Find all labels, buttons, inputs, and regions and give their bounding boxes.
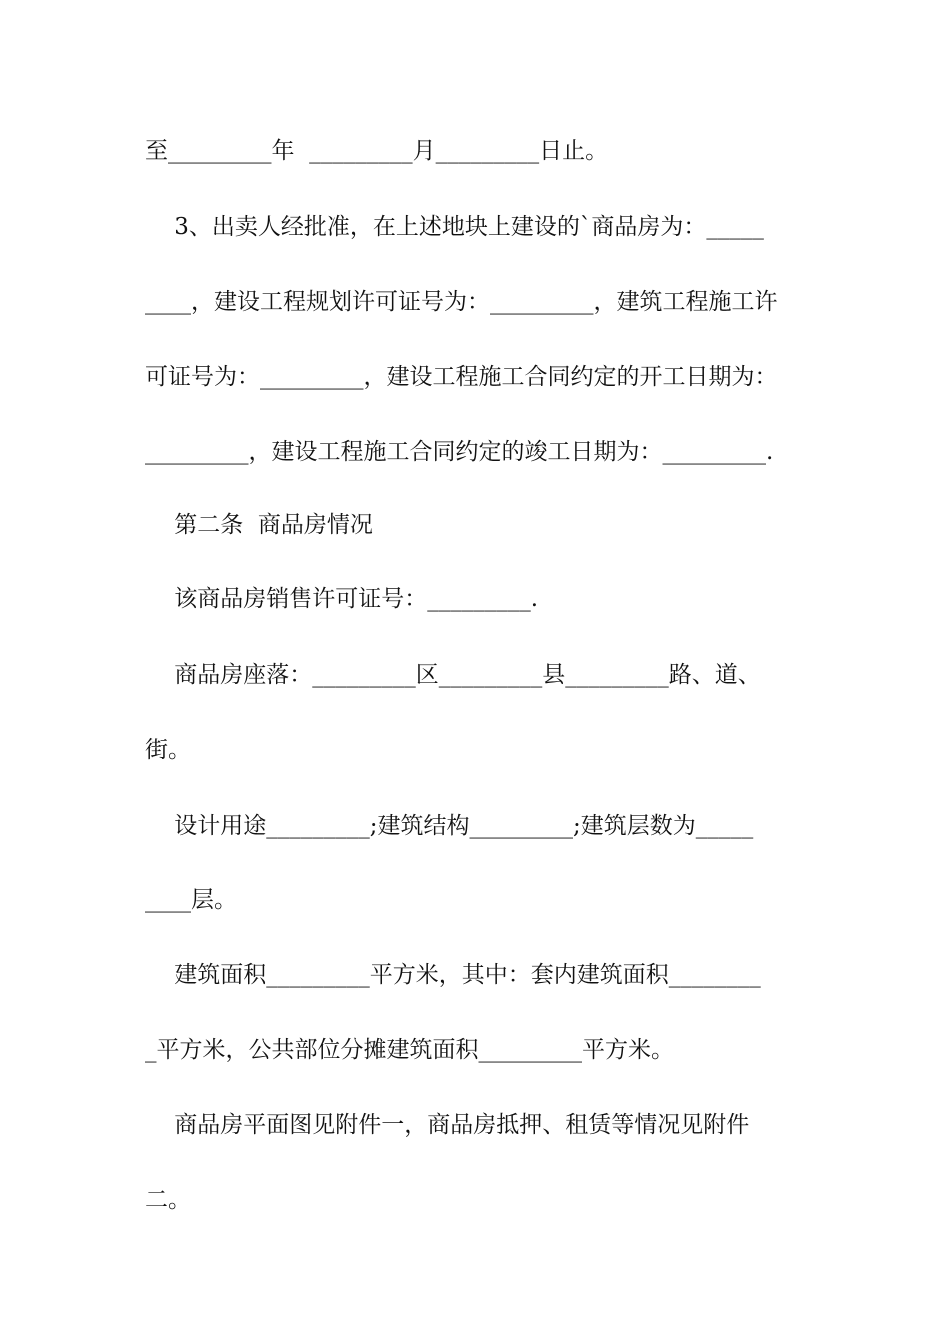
text-line-location: 商品房座落：_________区_________县_________路、道、 [145,662,761,688]
section-heading-article-2: 第二条 商品房情况 [145,512,373,538]
text-line-floors: ____层。 [145,887,237,913]
text-line-planning-permit: ____，建设工程规划许可证号为：_________，建筑工程施工许 [145,289,778,315]
text-line-building-area: 建筑面积_________平方米，其中：套内建筑面积________ [145,962,761,988]
text-line-construction-start: 可证号为：_________，建设工程施工合同约定的开工日期为： [145,364,778,390]
text-line-completion-date: _________，建设工程施工合同约定的竣工日期为：_________. [145,439,774,465]
text-line-term-end: 至_________年 _________月_________日止。 [145,138,609,164]
text-line-shared-area: _平方米，公共部位分摊建筑面积_________平方米。 [145,1037,674,1063]
text-line-design-use: 设计用途_________;建筑结构_________;建筑层数为_____ [145,813,754,839]
text-line-attachment-2: 二。 [145,1187,191,1213]
text-line-sales-permit: 该商品房销售许可证号：_________. [145,586,539,612]
text-line-attachments: 商品房平面图见附件一，商品房抵押、租赁等情况见附件 [145,1112,750,1138]
text-line-clause-3: 3、出卖人经批准，在上述地块上建设的`商品房为：_____ [145,214,764,240]
text-line-street: 街。 [145,737,191,763]
